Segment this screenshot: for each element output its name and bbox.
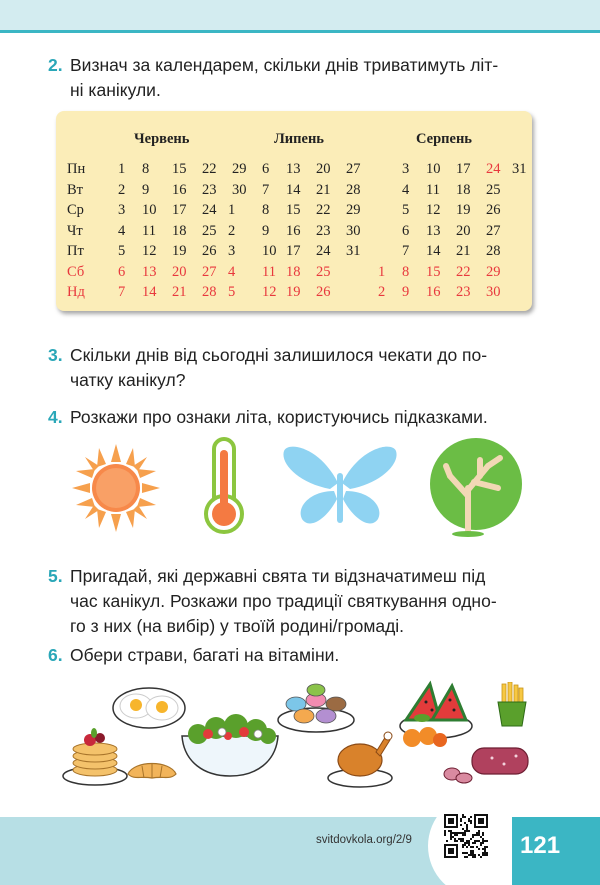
calendar-date: 6 (402, 222, 410, 239)
footer-url[interactable]: svitdovkola.org/2/9 (316, 834, 412, 846)
task-text-line: Пригадай, які державні свята ти відзначатимеш під (70, 566, 486, 586)
calendar-date: 26 (202, 243, 217, 259)
salad-icon (178, 712, 282, 778)
calendar-date: 10 (142, 202, 157, 218)
calendar-date: 19 (456, 202, 471, 218)
calendar-date: 24 (316, 243, 331, 259)
calendar-date: 5 (118, 243, 126, 259)
calendar-date: 4 (228, 263, 236, 280)
calendar-date: 14 (142, 284, 157, 300)
calendar-date: 21 (172, 284, 187, 300)
day-label: Чт (67, 222, 83, 239)
calendar-date: 11 (142, 222, 156, 239)
calendar-date: 6 (262, 161, 270, 177)
calendar-date: 5 (402, 202, 410, 218)
task-text-line: Розкажи про ознаки літа, користуючись підказками. (70, 407, 488, 427)
month-name: Серпень (416, 131, 472, 147)
calendar-date: 29 (346, 202, 361, 218)
calendar-date: 3 (402, 161, 410, 177)
page-number: 121 (520, 832, 561, 859)
calendar-date: 12 (142, 243, 157, 259)
task-text-line: час канікул. Розкажи про традиції святкування одно- (70, 591, 497, 611)
calendar-date: 12 (426, 202, 441, 218)
calendar-date: 1 (228, 202, 236, 218)
calendar-date: 2 (378, 284, 386, 300)
butterfly-icon (280, 443, 400, 533)
calendar-date: 4 (402, 181, 410, 198)
day-label: Пн (67, 161, 86, 177)
calendar-date: 2 (118, 181, 126, 198)
calendar-date: 20 (456, 222, 471, 239)
summer-calendar (56, 111, 532, 311)
task-text-line: Визнач за календарем, скільки днів триватимуть літ- (70, 55, 499, 75)
sausage-icon (442, 740, 534, 784)
thermometer-icon (198, 436, 250, 536)
month-name: Червень (134, 131, 190, 147)
calendar-date: 9 (262, 222, 270, 239)
calendar-date: 24 (202, 202, 217, 218)
calendar-date: 22 (316, 202, 331, 218)
calendar-date: 3 (118, 202, 126, 218)
calendar-date: 28 (486, 243, 501, 259)
calendar-date: 30 (346, 222, 361, 239)
day-label: Ср (67, 202, 84, 218)
calendar-date: 9 (402, 284, 410, 300)
fried-eggs-icon (110, 680, 188, 732)
calendar-date: 18 (456, 181, 471, 198)
calendar-date: 24 (486, 161, 501, 177)
calendar-date: 6 (118, 263, 126, 280)
header-line (0, 30, 600, 33)
calendar-date: 21 (456, 243, 471, 259)
calendar-date: 7 (262, 181, 270, 198)
task-number: 6. (48, 645, 63, 665)
french-fries-icon (494, 682, 530, 728)
calendar-date: 19 (286, 284, 301, 300)
calendar-date: 17 (456, 161, 471, 177)
calendar-date: 18 (286, 263, 301, 280)
calendar-date: 16 (426, 284, 441, 300)
calendar-date: 8 (402, 263, 410, 280)
month-name: Липень (274, 131, 324, 147)
header-band (0, 0, 600, 30)
calendar-date: 14 (286, 181, 301, 198)
qr-code-icon[interactable] (444, 814, 488, 858)
sun-icon (70, 442, 162, 534)
calendar-date: 27 (486, 222, 501, 239)
calendar-date: 1 (378, 263, 386, 280)
calendar-date: 30 (232, 181, 247, 198)
calendar-date: 13 (426, 222, 441, 239)
calendar-date: 15 (172, 161, 187, 177)
calendar-date: 13 (286, 161, 301, 177)
task-number: 3. (48, 345, 63, 365)
cherry-tomatoes-icon (400, 720, 448, 750)
task-number: 4. (48, 407, 63, 427)
calendar-date: 11 (262, 263, 276, 280)
calendar-date: 29 (232, 161, 247, 177)
calendar-date: 21 (316, 181, 331, 198)
calendar-date: 17 (286, 243, 301, 259)
task-text-line: Обери страви, багаті на вітаміни. (70, 645, 340, 665)
calendar-date: 30 (486, 284, 501, 300)
calendar-date: 16 (172, 181, 187, 198)
calendar-date: 13 (142, 263, 157, 280)
task-3 (48, 343, 548, 393)
day-label: Вт (67, 181, 84, 198)
calendar-date: 27 (346, 161, 361, 177)
calendar-date: 16 (286, 222, 301, 239)
tree-icon (428, 436, 526, 538)
task-4 (48, 405, 548, 430)
calendar-date: 10 (426, 161, 441, 177)
calendar-date: 22 (456, 263, 471, 280)
calendar-date: 25 (202, 222, 217, 239)
calendar-date: 20 (316, 161, 331, 177)
task-text-line: чатку канікул? (70, 370, 186, 390)
calendar-date: 11 (426, 181, 440, 198)
calendar-date: 26 (316, 284, 331, 300)
task-text-line: ні канікули. (70, 80, 161, 100)
calendar-date: 5 (228, 284, 236, 300)
calendar-date: 25 (486, 181, 501, 198)
calendar-date: 28 (202, 284, 217, 300)
roast-chicken-icon (326, 726, 394, 788)
calendar-date: 23 (202, 181, 217, 198)
calendar-date: 14 (426, 243, 441, 259)
calendar-date: 23 (316, 222, 331, 239)
croissant-icon (124, 756, 180, 786)
calendar-date: 15 (426, 263, 441, 280)
calendar-date: 9 (142, 181, 150, 198)
calendar-date: 26 (486, 202, 501, 218)
day-label: Нд (67, 284, 85, 300)
calendar-date: 29 (486, 263, 501, 280)
calendar-date: 20 (172, 263, 187, 280)
calendar-date: 27 (202, 263, 217, 280)
calendar-date: 31 (512, 161, 527, 177)
task-2 (48, 53, 548, 103)
calendar-date: 17 (172, 202, 187, 218)
calendar-date: 2 (228, 222, 236, 239)
calendar-date: 8 (262, 202, 270, 218)
day-label: Пт (67, 243, 84, 259)
calendar-date: 8 (142, 161, 150, 177)
calendar-date: 18 (172, 222, 187, 239)
calendar-date: 19 (172, 243, 187, 259)
calendar-date: 28 (346, 181, 361, 198)
calendar-date: 7 (402, 243, 410, 259)
calendar-date: 10 (262, 243, 277, 259)
task-text-line: Скільки днів від сьогодні залишилося чекати до по- (70, 345, 488, 365)
task-5 (48, 564, 548, 639)
calendar-date: 12 (262, 284, 277, 300)
calendar-date: 25 (316, 263, 331, 280)
calendar-date: 23 (456, 284, 471, 300)
task-6 (48, 643, 548, 668)
calendar-date: 15 (286, 202, 301, 218)
task-text-line: го з них (на вибір) у твоїй родині/громаді. (70, 616, 405, 636)
day-label: Сб (67, 263, 85, 280)
calendar-date: 22 (202, 161, 217, 177)
task-number: 2. (48, 55, 63, 75)
task-number: 5. (48, 566, 63, 586)
calendar-date: 1 (118, 161, 126, 177)
calendar-date: 3 (228, 243, 236, 259)
calendar-date: 31 (346, 243, 361, 259)
calendar-date: 7 (118, 284, 126, 300)
calendar-date: 4 (118, 222, 126, 239)
